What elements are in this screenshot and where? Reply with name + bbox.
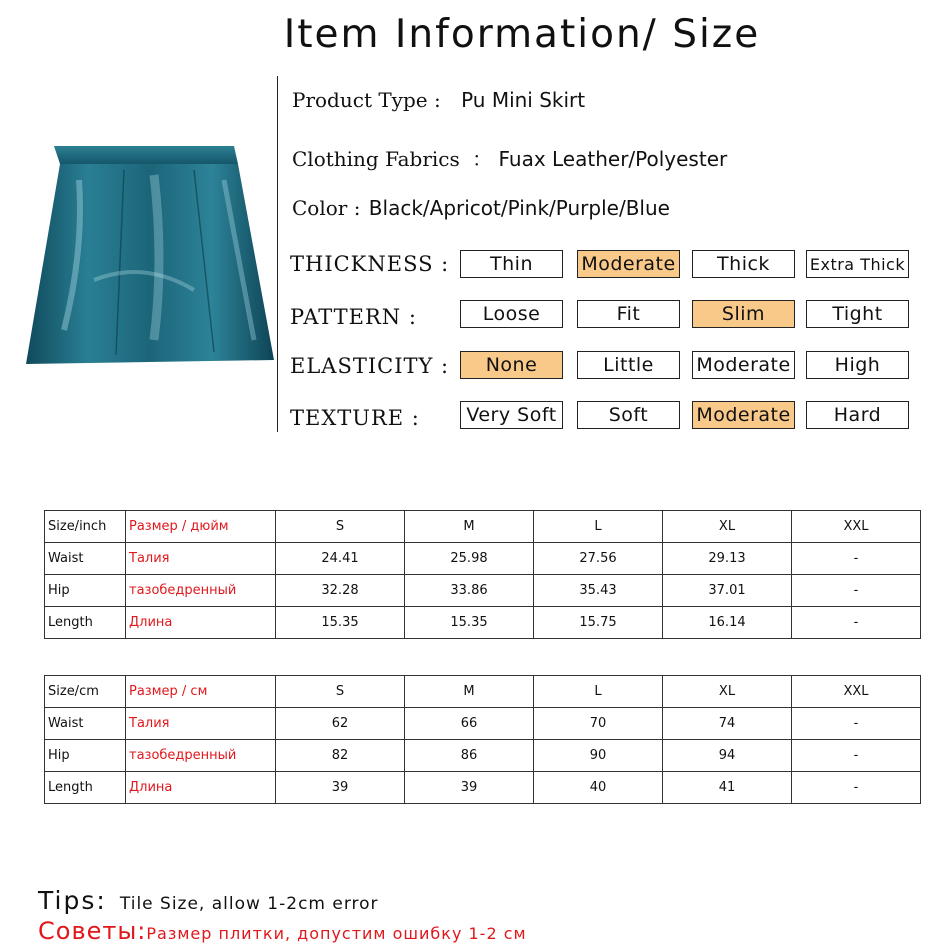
thickness-option-moderate: Moderate	[577, 250, 680, 278]
table-cell: Hip	[45, 740, 126, 772]
texture-option-hard: Hard	[806, 401, 909, 429]
table-header-row	[45, 676, 921, 708]
table-cell: 70	[534, 708, 663, 740]
table-cell: XXL	[792, 511, 921, 543]
table-cell: -	[792, 543, 921, 575]
table-cell: 16.14	[663, 607, 792, 639]
table-cell: 24.41	[276, 543, 405, 575]
table-cell: -	[792, 772, 921, 804]
table-cell: 35.43	[534, 575, 663, 607]
table-cell: Размер / см	[126, 676, 276, 708]
elasticity-option-moderate: Moderate	[692, 351, 795, 379]
tips-ru-line	[38, 917, 527, 945]
page-title: Item Information/ Size	[283, 12, 761, 57]
table-cell: 27.56	[534, 543, 663, 575]
product-type-label: Product Type :	[292, 88, 441, 112]
table-row	[45, 772, 921, 804]
table-row	[45, 575, 921, 607]
table-cell: Length	[45, 772, 126, 804]
table-cell: 39	[405, 772, 534, 804]
table-cell: L	[534, 511, 663, 543]
table-cell: Размер / дюйм	[126, 511, 276, 543]
texture-label: TEXTURE :	[290, 406, 420, 430]
tips-ru-text: Размер плитки, допустим ошибку 1-2 см	[146, 924, 527, 943]
table-cell: 62	[276, 708, 405, 740]
pattern-option-tight: Tight	[806, 300, 909, 328]
table-cell: 82	[276, 740, 405, 772]
pattern-option-loose: Loose	[460, 300, 563, 328]
table-cell: 41	[663, 772, 792, 804]
table-cell: Size/inch	[45, 511, 126, 543]
thickness-option-thin: Thin	[460, 250, 563, 278]
table-row	[45, 607, 921, 639]
vertical-divider	[277, 76, 278, 432]
table-cell: -	[792, 740, 921, 772]
color-label: Color :	[292, 196, 361, 220]
pattern-option-fit: Fit	[577, 300, 680, 328]
table-cell: 33.86	[405, 575, 534, 607]
pattern-label: PATTERN :	[290, 305, 417, 329]
fabric-value: ： Fuax Leather/Polyester	[472, 147, 728, 171]
product-type-row	[292, 88, 585, 112]
table-cell: 29.13	[663, 543, 792, 575]
elasticity-option-little: Little	[577, 351, 680, 379]
tips-label: Tips:	[38, 886, 107, 915]
pattern-option-slim: Slim	[692, 300, 795, 328]
tips-ru-label: Советы:	[38, 917, 147, 945]
table-cell: XXL	[792, 676, 921, 708]
table-cell: 15.35	[276, 607, 405, 639]
table-cell: 15.35	[405, 607, 534, 639]
table-row	[45, 543, 921, 575]
table-cell: S	[276, 676, 405, 708]
table-cell: 32.28	[276, 575, 405, 607]
table-cell: 74	[663, 708, 792, 740]
texture-option-moderate: Moderate	[692, 401, 795, 429]
table-cell: Length	[45, 607, 126, 639]
table-cell: 66	[405, 708, 534, 740]
table-cell: XL	[663, 511, 792, 543]
table-cell: Талия	[126, 708, 276, 740]
tips-line	[38, 886, 379, 915]
table-cell: L	[534, 676, 663, 708]
table-row	[45, 740, 921, 772]
texture-option-very-soft: Very Soft	[460, 401, 563, 429]
thickness-option-thick: Thick	[692, 250, 795, 278]
thickness-label: THICKNESS :	[290, 252, 450, 276]
fabric-row	[292, 143, 727, 172]
table-cell: XL	[663, 676, 792, 708]
skirt-image	[24, 140, 274, 370]
table-cell: -	[792, 575, 921, 607]
table-cell: Hip	[45, 575, 126, 607]
texture-option-soft: Soft	[577, 401, 680, 429]
table-cell: Талия	[126, 543, 276, 575]
color-value: Black/Apricot/Pink/Purple/Blue	[368, 196, 670, 220]
product-image	[24, 140, 274, 370]
size-table-inch	[44, 510, 921, 639]
table-cell: тазобедренный	[126, 575, 276, 607]
table-cell: Длина	[126, 772, 276, 804]
table-cell: 86	[405, 740, 534, 772]
table-cell: -	[792, 607, 921, 639]
elasticity-option-none: None	[460, 351, 563, 379]
table-cell: 25.98	[405, 543, 534, 575]
table-cell: M	[405, 511, 534, 543]
table-cell: M	[405, 676, 534, 708]
table-cell: Size/cm	[45, 676, 126, 708]
table-cell: Waist	[45, 543, 126, 575]
table-header-row	[45, 511, 921, 543]
elasticity-option-high: High	[806, 351, 909, 379]
table-cell: тазобедренный	[126, 740, 276, 772]
table-cell: 94	[663, 740, 792, 772]
table-cell: 37.01	[663, 575, 792, 607]
table-cell: 39	[276, 772, 405, 804]
table-cell: 15.75	[534, 607, 663, 639]
table-row	[45, 708, 921, 740]
thickness-option-extra-thick: Extra Thick	[806, 250, 909, 278]
table-cell: Длина	[126, 607, 276, 639]
table-cell: 90	[534, 740, 663, 772]
color-row	[292, 196, 670, 220]
table-cell: Waist	[45, 708, 126, 740]
tips-text: Tile Size, allow 1-2cm error	[119, 894, 379, 914]
table-cell: 40	[534, 772, 663, 804]
product-type-value: Pu Mini Skirt	[461, 88, 586, 112]
table-cell: -	[792, 708, 921, 740]
elasticity-label: ELASTICITY :	[290, 354, 450, 378]
fabric-label: Clothing Fabrics	[292, 147, 460, 171]
size-table-cm	[44, 675, 921, 804]
table-cell: S	[276, 511, 405, 543]
